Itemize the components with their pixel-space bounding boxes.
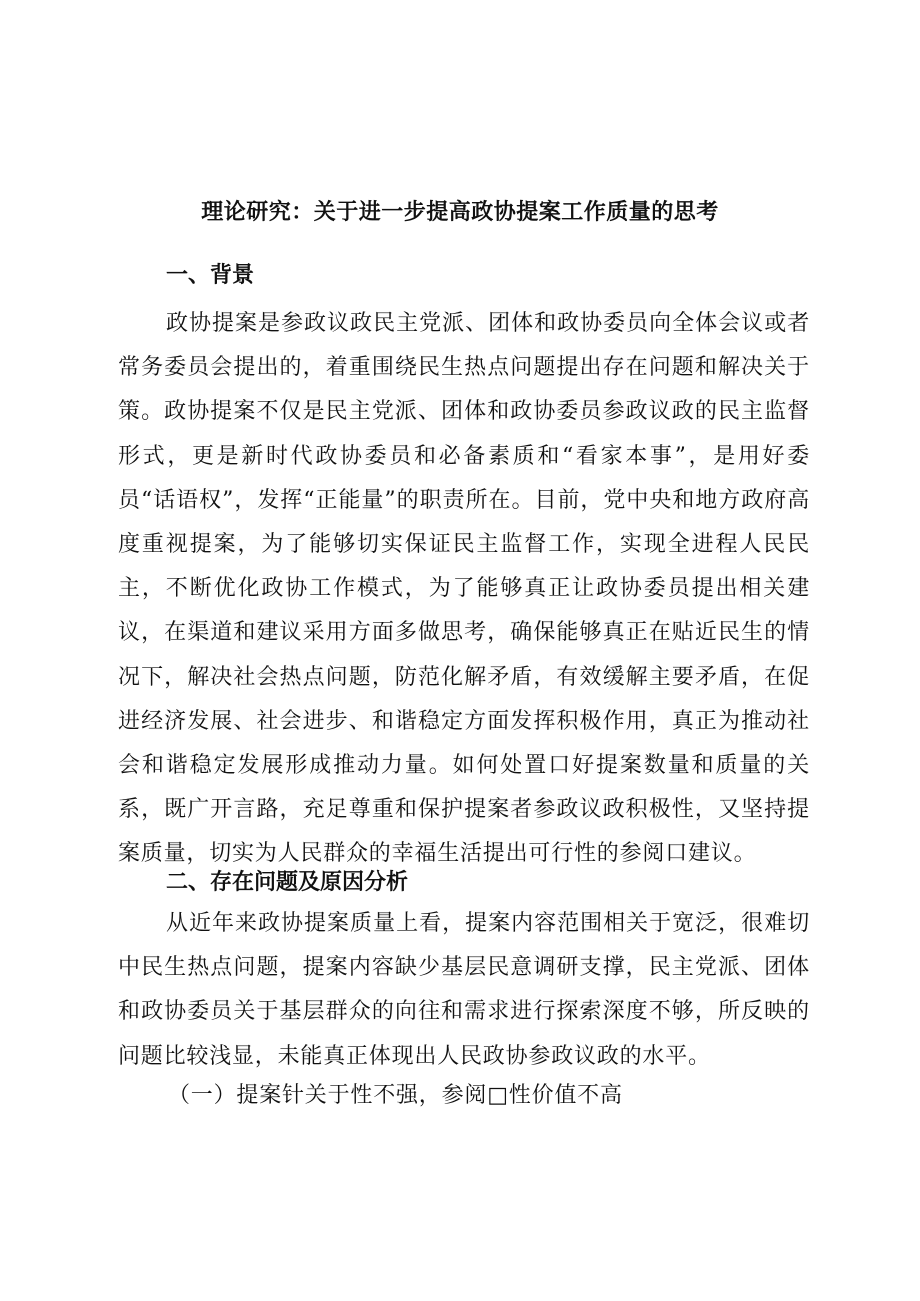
document-title: 理论研究：关于进一步提高政协提案工作质量的思考 <box>201 200 719 225</box>
section-heading-problems: 二、存在问题及原因分析 <box>166 870 409 895</box>
subsection-heading: （一）提案针关于性不强，参阅□性价值不高 <box>168 1083 623 1108</box>
paragraph-background: 政协提案是参政议政民主党派、团体和政协委员向全体会议或者常务委员会提出的，着重围绕民生热点问题提出存在问题和解决关于策。政协提案不仅是民主党派、团体和政协委员参政议政的民主监督形式，更是新时代政协委员和必备素质和“看家本事”，是用好委员“话语权”，发挥“正能量”的职责所在。目前，党中央和地方政府高度重视提案，为了能够切实保证民主监督工作，实现全进程人民民主，不断优化政协工作模式，为了能够真正让政协委员提出相关建议，在渠道和建议采用方面多做思考，确保能够真正在贴近民生的情况下，解决社会热点问题，防范化解矛盾，有效缓解主要矛盾，在促进经济发展、社会进步、和谐稳定方面发挥积极作用，真正为推动社会和谐稳定发展形成推动力量。如何处置口好提案数量和质量的关系，既广开言路，充足尊重和保护提案者参政议政积极性，又坚持提案质量，切实为人民群众的幸福生活提出可行性的参阅口建议。 <box>118 311 810 867</box>
paragraph-problems: 从近年来政协提案质量上看，提案内容范围相关于宽泛，很难切中民生热点问题，提案内容缺少基层民意调研支撑，民主党派、团体和政协委员关于基层群众的向往和需求进行探索深度不够，所反映的问题比较浅显，未能真正体现出人民政协参政议政的水平。 <box>118 911 810 1069</box>
section-heading-background: 一、背景 <box>166 263 255 288</box>
